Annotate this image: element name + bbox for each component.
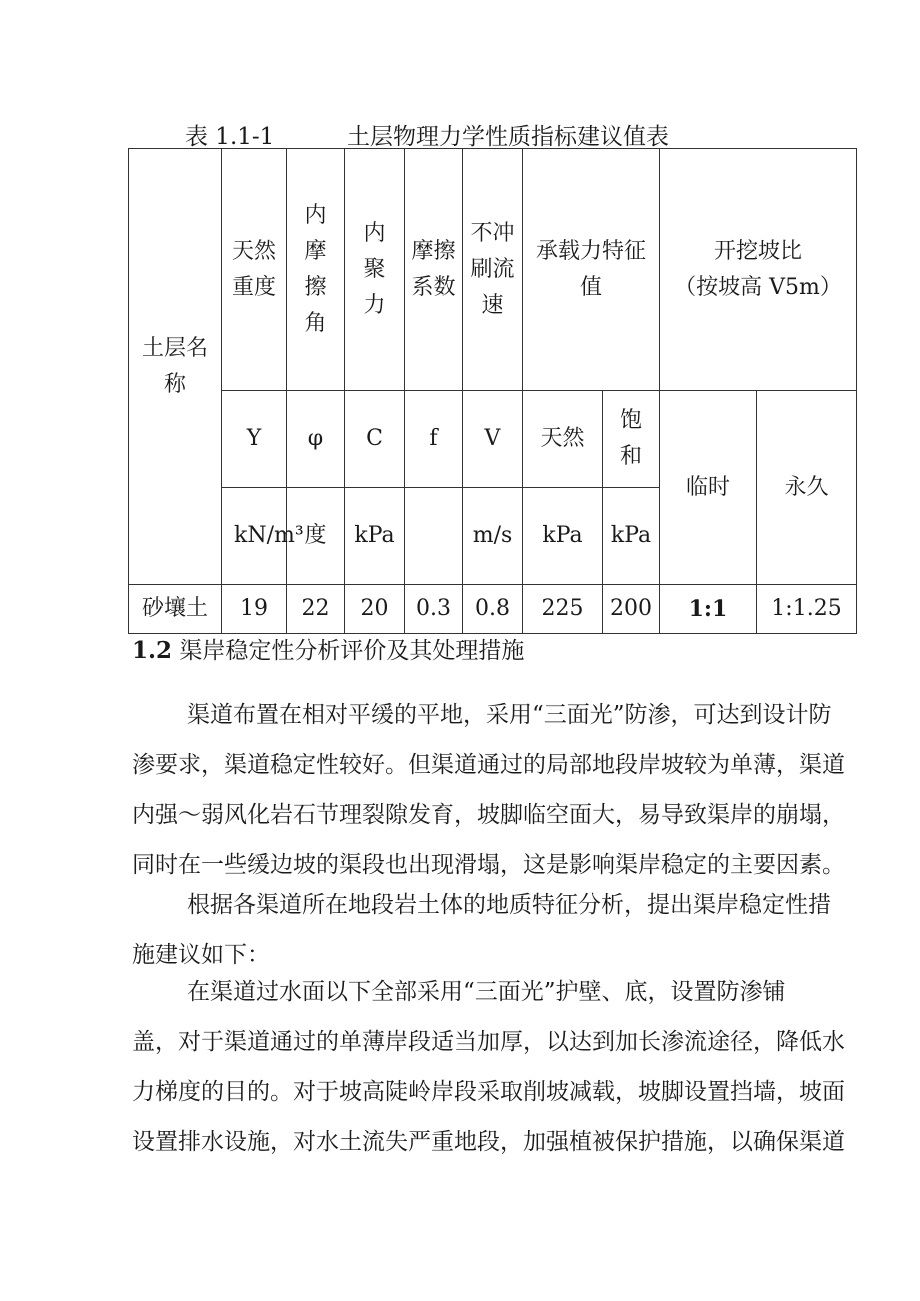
symbol-weight: Y [222,391,287,488]
header-friction-coef: 摩擦系数 [405,149,463,391]
symbol-friction-angle: φ [287,391,345,488]
cell-temporary: 1:1 [660,585,757,634]
table-title: 土层物理力学性质指标建议值表 [347,124,669,150]
header-soil-name: 土层名称 [129,149,222,585]
section-number: 1.2 [132,637,173,664]
paragraph-3: 在渠道过水面以下全部采用“三面光”护壁、底，设置防渗铺 盖，对于渠道通过的单薄岸段适当加厚，以达到加长渗流途径，降低水 力梯度的目的。对于坡高陡岭岸段采取削坡减载，坡脚设置挡墙，坡面 设置排水设施，对水土流失严重地段，加强植被保护措施，以确保渠道 [132,979,845,1155]
cell-velocity: 0.8 [463,585,523,634]
unit-friction-angle: 度 [287,488,345,585]
symbol-friction-coef: f [405,391,463,488]
paragraph-2: 根据各渠道所在地段岩土体的地质特征分析，提出渠岸稳定性措 施建议如下： [132,892,831,968]
unit-cohesion: kPa [345,488,405,585]
section-title: 渠岸稳定性分析评价及其处理措施 [179,638,525,664]
cell-soil-name: 砂壤土 [129,585,222,634]
cell-permanent: 1:1.25 [757,585,857,634]
cell-natural: 225 [523,585,603,634]
symbol-natural: 天然 [523,391,603,488]
unit-weight: kN/m³ [222,488,287,585]
unit-velocity: m/s [463,488,523,585]
unit-friction-coef [405,488,463,585]
header-weight: 天然重度 [222,149,287,391]
header-slope: 开挖坡比 （按坡高 V5m） [660,149,857,391]
symbol-temporary: 临时 [660,391,757,585]
header-cohesion: 内聚力 [345,149,405,391]
cell-friction-angle: 22 [287,585,345,634]
table-number: 表 1.1-1 [185,124,275,150]
paragraph-1: 渠道布置在相对平缓的平地，采用“三面光”防渗，可达到设计防 渗要求，渠道稳定性较好。但渠道通过的局部地段岸坡较为单薄，渠道 内强～弱风化岩石节理裂隙发育，坡脚临空面大，易导致渠岸的崩塌， 同时在一些缓边坡的渠段也出现滑塌，这是影响渠岸稳定的主要因素。 [132,702,845,878]
symbol-cohesion: C [345,391,405,488]
header-friction-angle: 内摩擦角 [287,149,345,391]
symbol-saturated: 饱和 [603,391,660,488]
table-caption [185,118,669,151]
cell-friction-coef: 0.3 [405,585,463,634]
unit-saturated: kPa [603,488,660,585]
table-row [129,585,857,634]
section-heading [132,632,524,665]
unit-natural: kPa [523,488,603,585]
cell-saturated: 200 [603,585,660,634]
header-velocity: 不冲刷流速 [463,149,523,391]
cell-cohesion: 20 [345,585,405,634]
header-bearing: 承载力特征值 [523,149,660,391]
symbol-permanent: 永久 [757,391,857,585]
symbol-velocity: V [463,391,523,488]
soil-properties-table [128,148,857,634]
cell-weight: 19 [222,585,287,634]
